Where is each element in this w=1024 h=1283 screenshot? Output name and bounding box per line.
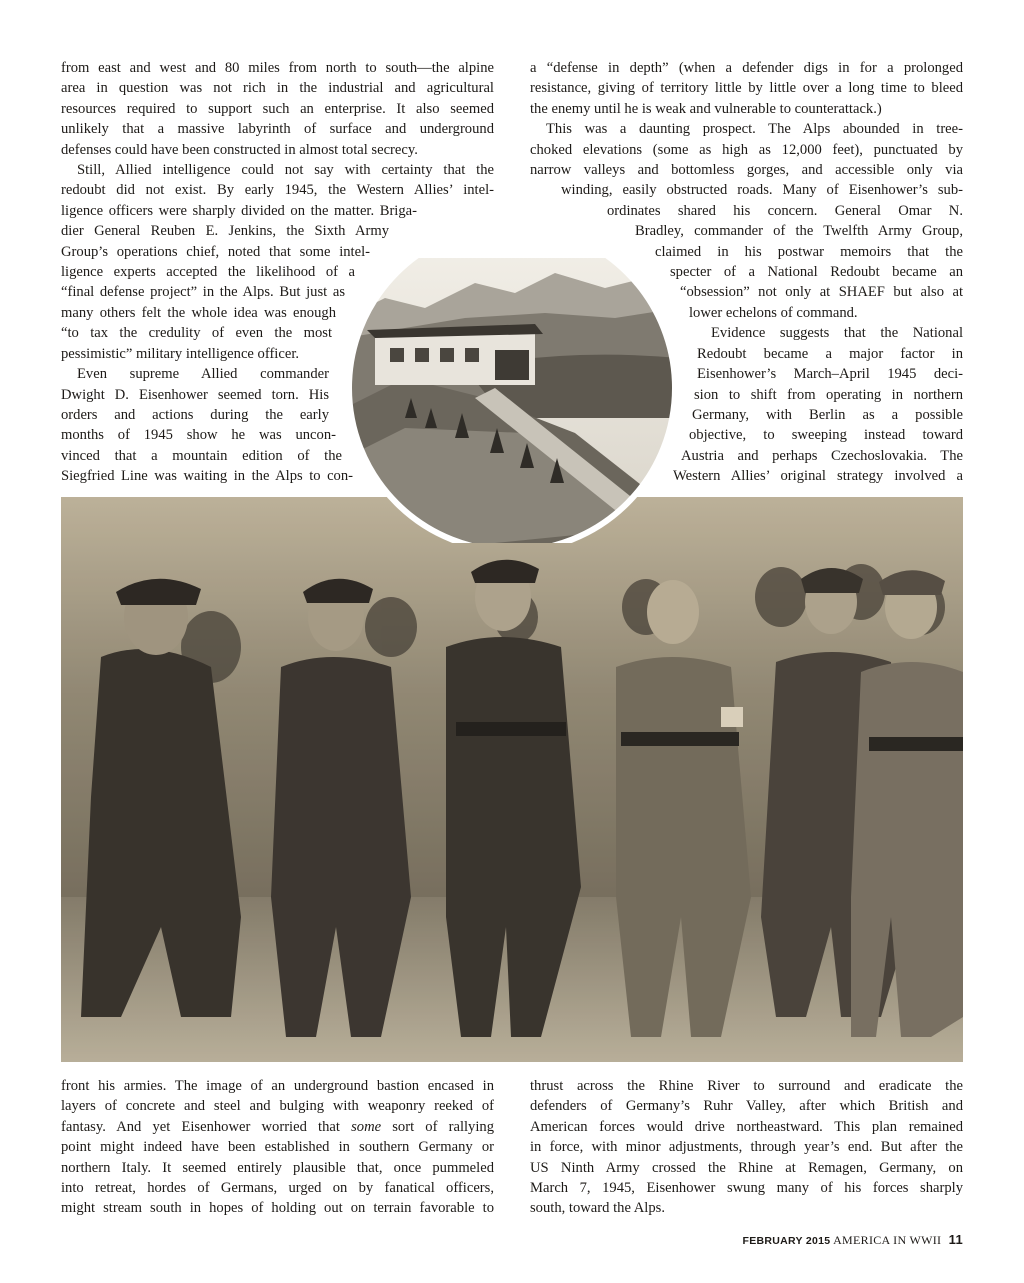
text-line: narrow valleys and bottomless gorges, and accessible only via bbox=[530, 162, 963, 179]
issue-date: FEBRUARY 2015 bbox=[742, 1235, 831, 1247]
text-line: choked elevations (some as high as 12,000 feet), punctuated by bbox=[530, 141, 963, 158]
text-line: US Ninth Army crossed the Rhine at Remagen, Germany, on bbox=[530, 1159, 963, 1176]
mountain-chalet-drawing bbox=[345, 258, 680, 543]
text-line: area in question was not rich in the industrial and agricultural bbox=[61, 80, 494, 97]
text-line: thrust across the Rhine River to surround and eradicate the bbox=[530, 1078, 963, 1094]
text-line: a “defense in depth” (when a defender digs in for a prolonged bbox=[530, 60, 963, 76]
group-of-officers-photo bbox=[61, 497, 963, 1062]
text-line: the enemy until he is weak and vulnerable to counterattack.) bbox=[530, 100, 882, 117]
text-line: “obsession” not only at SHAEF but also at bbox=[680, 284, 963, 301]
text-line: sion to shift from operating in northern bbox=[694, 386, 963, 403]
text-line: Austria and perhaps Czechoslovakia. The bbox=[681, 447, 963, 464]
text-line: unlikely that a massive labyrinth of surface and underground bbox=[61, 121, 494, 138]
mountain-chalet-photo bbox=[345, 258, 680, 543]
text-line: resistance, giving of territory little by little over a long time to bleed bbox=[530, 80, 963, 97]
text-line: resources required to support such an enterprise. It also seemed bbox=[61, 100, 494, 117]
italic-word: some bbox=[351, 1118, 382, 1135]
page-footer bbox=[743, 1232, 964, 1249]
magazine-name: AMERICA IN WWII bbox=[833, 1233, 942, 1247]
article-column-bottom-left bbox=[61, 1076, 494, 1219]
text-line: defenders of Germany’s Ruhr Valley, after which British and bbox=[530, 1098, 963, 1115]
text-line: defenses could have been constructed in almost total secrecy. bbox=[61, 141, 418, 158]
text-line: vinced that a mountain edition of the bbox=[61, 447, 342, 464]
text-line: Germany, with Berlin as a possible bbox=[692, 406, 963, 423]
text-line: pessimistic” military intelligence officer. bbox=[61, 345, 300, 362]
text-line: This was a daunting prospect. The Alps abounded in tree- bbox=[546, 121, 963, 138]
text-line: Eisenhower’s March–April 1945 deci- bbox=[697, 366, 963, 383]
text-line: “to tax the credulity of even the most bbox=[61, 325, 332, 342]
text-line: from east and west and 80 miles from north to south—the alpine bbox=[61, 60, 494, 76]
text-run: fantasy. And yet Eisenhower worried that bbox=[61, 1118, 352, 1135]
text-line: specter of a National Redoubt became an bbox=[670, 264, 963, 281]
text-line: front his armies. The image of an underground bastion encased in bbox=[61, 1078, 494, 1094]
text-line: winding, easily obstructed roads. Many of Eisenhower’s sub- bbox=[561, 182, 963, 199]
text-line: “final defense project” in the Alps. But just as bbox=[61, 284, 345, 301]
article-column-bottom-right bbox=[530, 1076, 963, 1219]
text-line-with-italic bbox=[61, 1117, 494, 1137]
text-line: might stream south in hopes of holding out on terrain favorable to bbox=[61, 1200, 494, 1217]
text-line: months of 1945 show he was uncon- bbox=[61, 427, 336, 444]
text-line: Dwight D. Eisenhower seemed torn. His bbox=[61, 386, 329, 403]
text-line: Redoubt became a major factor in bbox=[697, 345, 963, 362]
text-line: ligence experts accepted the likelihood of a bbox=[61, 264, 355, 281]
text-line: into retreat, hordes of Germans, urged on by fanatical officers, bbox=[61, 1180, 494, 1197]
text-line: northern Italy. It seemed entirely plausible that, once pummeled bbox=[61, 1159, 494, 1176]
text-line: objective, to sweeping instead toward bbox=[689, 427, 963, 444]
text-line: Western Allies’ original strategy involved a bbox=[673, 468, 963, 485]
text-line: point might indeed have been established in southern Germany or bbox=[61, 1139, 494, 1156]
text-run: sort of rallying bbox=[381, 1118, 494, 1135]
text-line: Even supreme Allied commander bbox=[77, 366, 329, 383]
page-number: 11 bbox=[948, 1232, 963, 1247]
text-line: March 7, 1945, Eisenhower swung many of his forces sharply bbox=[530, 1180, 963, 1197]
text-line: lower echelons of command. bbox=[689, 304, 858, 321]
officers-photo-drawing bbox=[61, 497, 963, 1062]
text-line: American forces would drive northeastward. This plan remained bbox=[530, 1118, 963, 1135]
text-line: layers of concrete and steel and bulging with weaponry reeked of bbox=[61, 1098, 494, 1115]
text-line: ordinates shared his concern. General Omar N. bbox=[607, 202, 963, 219]
text-line: Siegfried Line was waiting in the Alps to con- bbox=[61, 468, 353, 485]
text-line: in force, with minor adjustments, through year’s end. But after the bbox=[530, 1139, 963, 1156]
text-line: ligence officers were sharply divided on the matter. Briga- bbox=[61, 202, 417, 219]
text-line: redoubt did not exist. By early 1945, the Western Allies’ intel- bbox=[61, 182, 494, 199]
text-line: Group’s operations chief, noted that some intel- bbox=[61, 243, 370, 260]
text-line: Bradley, commander of the Twelfth Army Group, bbox=[635, 223, 963, 240]
text-line: orders and actions during the early bbox=[61, 406, 329, 423]
text-line: dier General Reuben E. Jenkins, the Sixth Army bbox=[61, 223, 389, 240]
text-line: south, toward the Alps. bbox=[530, 1200, 665, 1217]
text-line: many others felt the whole idea was enough bbox=[61, 304, 336, 321]
text-line: Evidence suggests that the National bbox=[711, 325, 963, 342]
text-line: claimed in his postwar memoirs that the bbox=[655, 243, 963, 260]
text-line: Still, Allied intelligence could not say with certainty that the bbox=[77, 162, 494, 179]
